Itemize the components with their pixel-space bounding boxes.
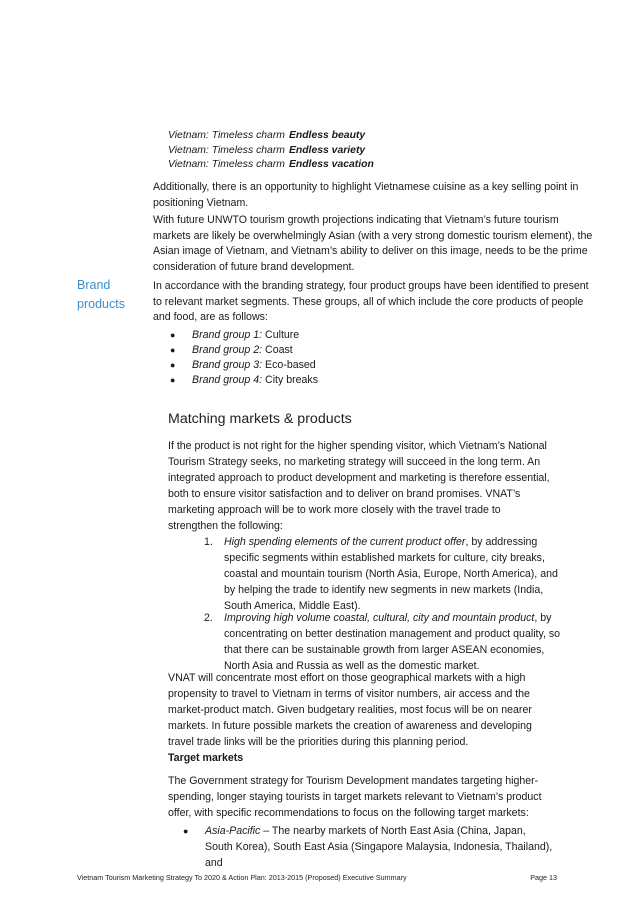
paragraph-vnat: VNAT will concentrate most effort on those geographical markets with a high propensity to travel to Vietnam in terms of visitor numbers, air access and the market-product match. Given budgetary realities, most focus will be on nearer markets. In future possible markets the creation of awareness and developing travel trade links will be the priorities during this planning period. <box>168 672 532 748</box>
bullet-icon: ● <box>170 345 176 355</box>
list-item: ● Brand group 2: Coast <box>170 344 293 356</box>
page-footer <box>77 873 557 882</box>
tagline: Vietnam: Timeless charm Endless beauty <box>168 130 366 141</box>
brand-group-list <box>170 328 318 388</box>
paragraph-matching: If the product is not right for the higher spending visitor, which Vietnam’s National Tourism Strategy seeks, no marketing strategy will succeed in the long term. An integrated approach to product development and marketing is therefore essential, both to ensure visitor satisfaction and to deliver on brand promises. VNAT’s marketing approach will be to work more closely with the travel trade to strengthen the following: <box>168 440 550 532</box>
list-item: ● Brand group 4: City breaks <box>170 374 319 386</box>
paragraph-target: The Government strategy for Tourism Development mandates targeting higher-spending, longer staying tourists in target markets relevant to Vietnam’s product offer, with specific recommendations to focus on the following target markets: <box>168 775 542 819</box>
paragraph-unwto: With future UNWTO tourism growth projections indicating that Vietnam’s future tourism markets are likely be overwhelmingly Asian (with a very strong domestic tourism element), the Asian image of Vietnam, and Vietnam’s ability to deliver on this image, needs to be the prime consideration of future brand development. <box>153 214 593 273</box>
paragraph-branding: In accordance with the branding strategy, four product groups have been identified to present to relevant market segments. These groups, all of which include the core products of people and food, are as follows: <box>153 280 589 323</box>
tagline: Vietnam: Timeless charm Endless vacation <box>168 159 374 170</box>
bullet-icon: ● <box>170 375 176 385</box>
tagline: Vietnam: Timeless charm Endless variety <box>168 145 366 156</box>
list-item: ● Brand group 1: Culture <box>170 329 300 341</box>
paragraph-cuisine: Additionally, there is an opportunity to highlight Vietnamese cuisine as a key selling point in positioning Vietnam. <box>153 181 579 209</box>
bullet-icon: ● <box>170 360 176 370</box>
page-number: Page 13 <box>530 873 557 882</box>
bullet-icon: ● <box>183 826 189 836</box>
target-markets-heading: Target markets <box>168 752 244 764</box>
footer-text: Vietnam Tourism Marketing Strategy To 2020 & Action Plan: 2013-2015 (Proposed) Executive Summary <box>77 873 407 882</box>
list-item: ● Brand group 3: Eco-based <box>170 359 316 371</box>
document-page: Vietnam: Timeless charm Endless beauty Vietnam: Timeless charm Endless variety Vietnam: Timeless charm Endless vacation Additionally, there is an opportunity to highlight Vietnamese cuisine as a key selling point in positioning Vietnam. With future UNWTO tourism growth projections indicating that Vietnam’s future tourism markets are likely be overwhelmingly Asian (with a very strong domestic tourism element), the Asian image of Vietnam, and Vietnam’s ability to deliver on this image, needs to be the prime consideration of future brand development. Brand products In accordance with the branding strategy, four product groups have been identified to present to relevant market segments. These groups, all of which include the core products of people and food, are as follows: ● Brand group 1: Culture ● Brand group 2: Coast ● Brand group 3: Eco-based ● Brand group 4: City breaks Matching markets & products If the product is not right for the higher spending visitor, which Vietnam’s National Tourism Strategy seeks, no marketing strategy will succeed in the long term. An integrated approach to product development and marketing is therefore essential, both to ensure visitor satisfaction and to deliver on brand promises. VNAT’s marketing approach will be to work more closely with the travel trade to strengthen the following: 1. High spending elements of the current product offer, by addressing specific segments within established markets for culture, city breaks, coastal and mountain tourism (North Asia, Europe, North America), and by helping the trade to identify new segments in new markets (India, South America, Middle East). 2. Improving high volume coastal, cultural, city and mountain product, by concentrating on better destination management and product quality, so that there can be sustainable growth from larger ASEAN economies, North Asia and Russia as well as the domestic market. VNAT will concentrate most effort on those geographical markets with a high propensity to travel to Vietnam in terms of visitor numbers, air access and the market-product match. Given budgetary realities, most focus will be on nearer markets. In future possible markets the creation of awareness and developing travel trade links will be the priorities during this planning period. Target markets The Government strategy for Tourism Development mandates targeting higher-spending, longer staying tourists in target markets relevant to Vietnam’s product offer, with specific recommendations to focus on the following target markets: ● Asia-Pacific – The nearby markets of North East Asia (China, Japan, South Korea), South East Asia (Singapore Malaysia, Indonesia, Thailand), and Vietnam Tourism Marketing Strategy To 2020 & Action Plan: 2013-2015 (Proposed) Executive Summary Page 13 <box>77 130 593 882</box>
bullet-icon: ● <box>170 330 176 340</box>
section-heading: Matching markets & products <box>168 411 352 427</box>
side-heading-brand-products: Brand products <box>77 278 125 311</box>
